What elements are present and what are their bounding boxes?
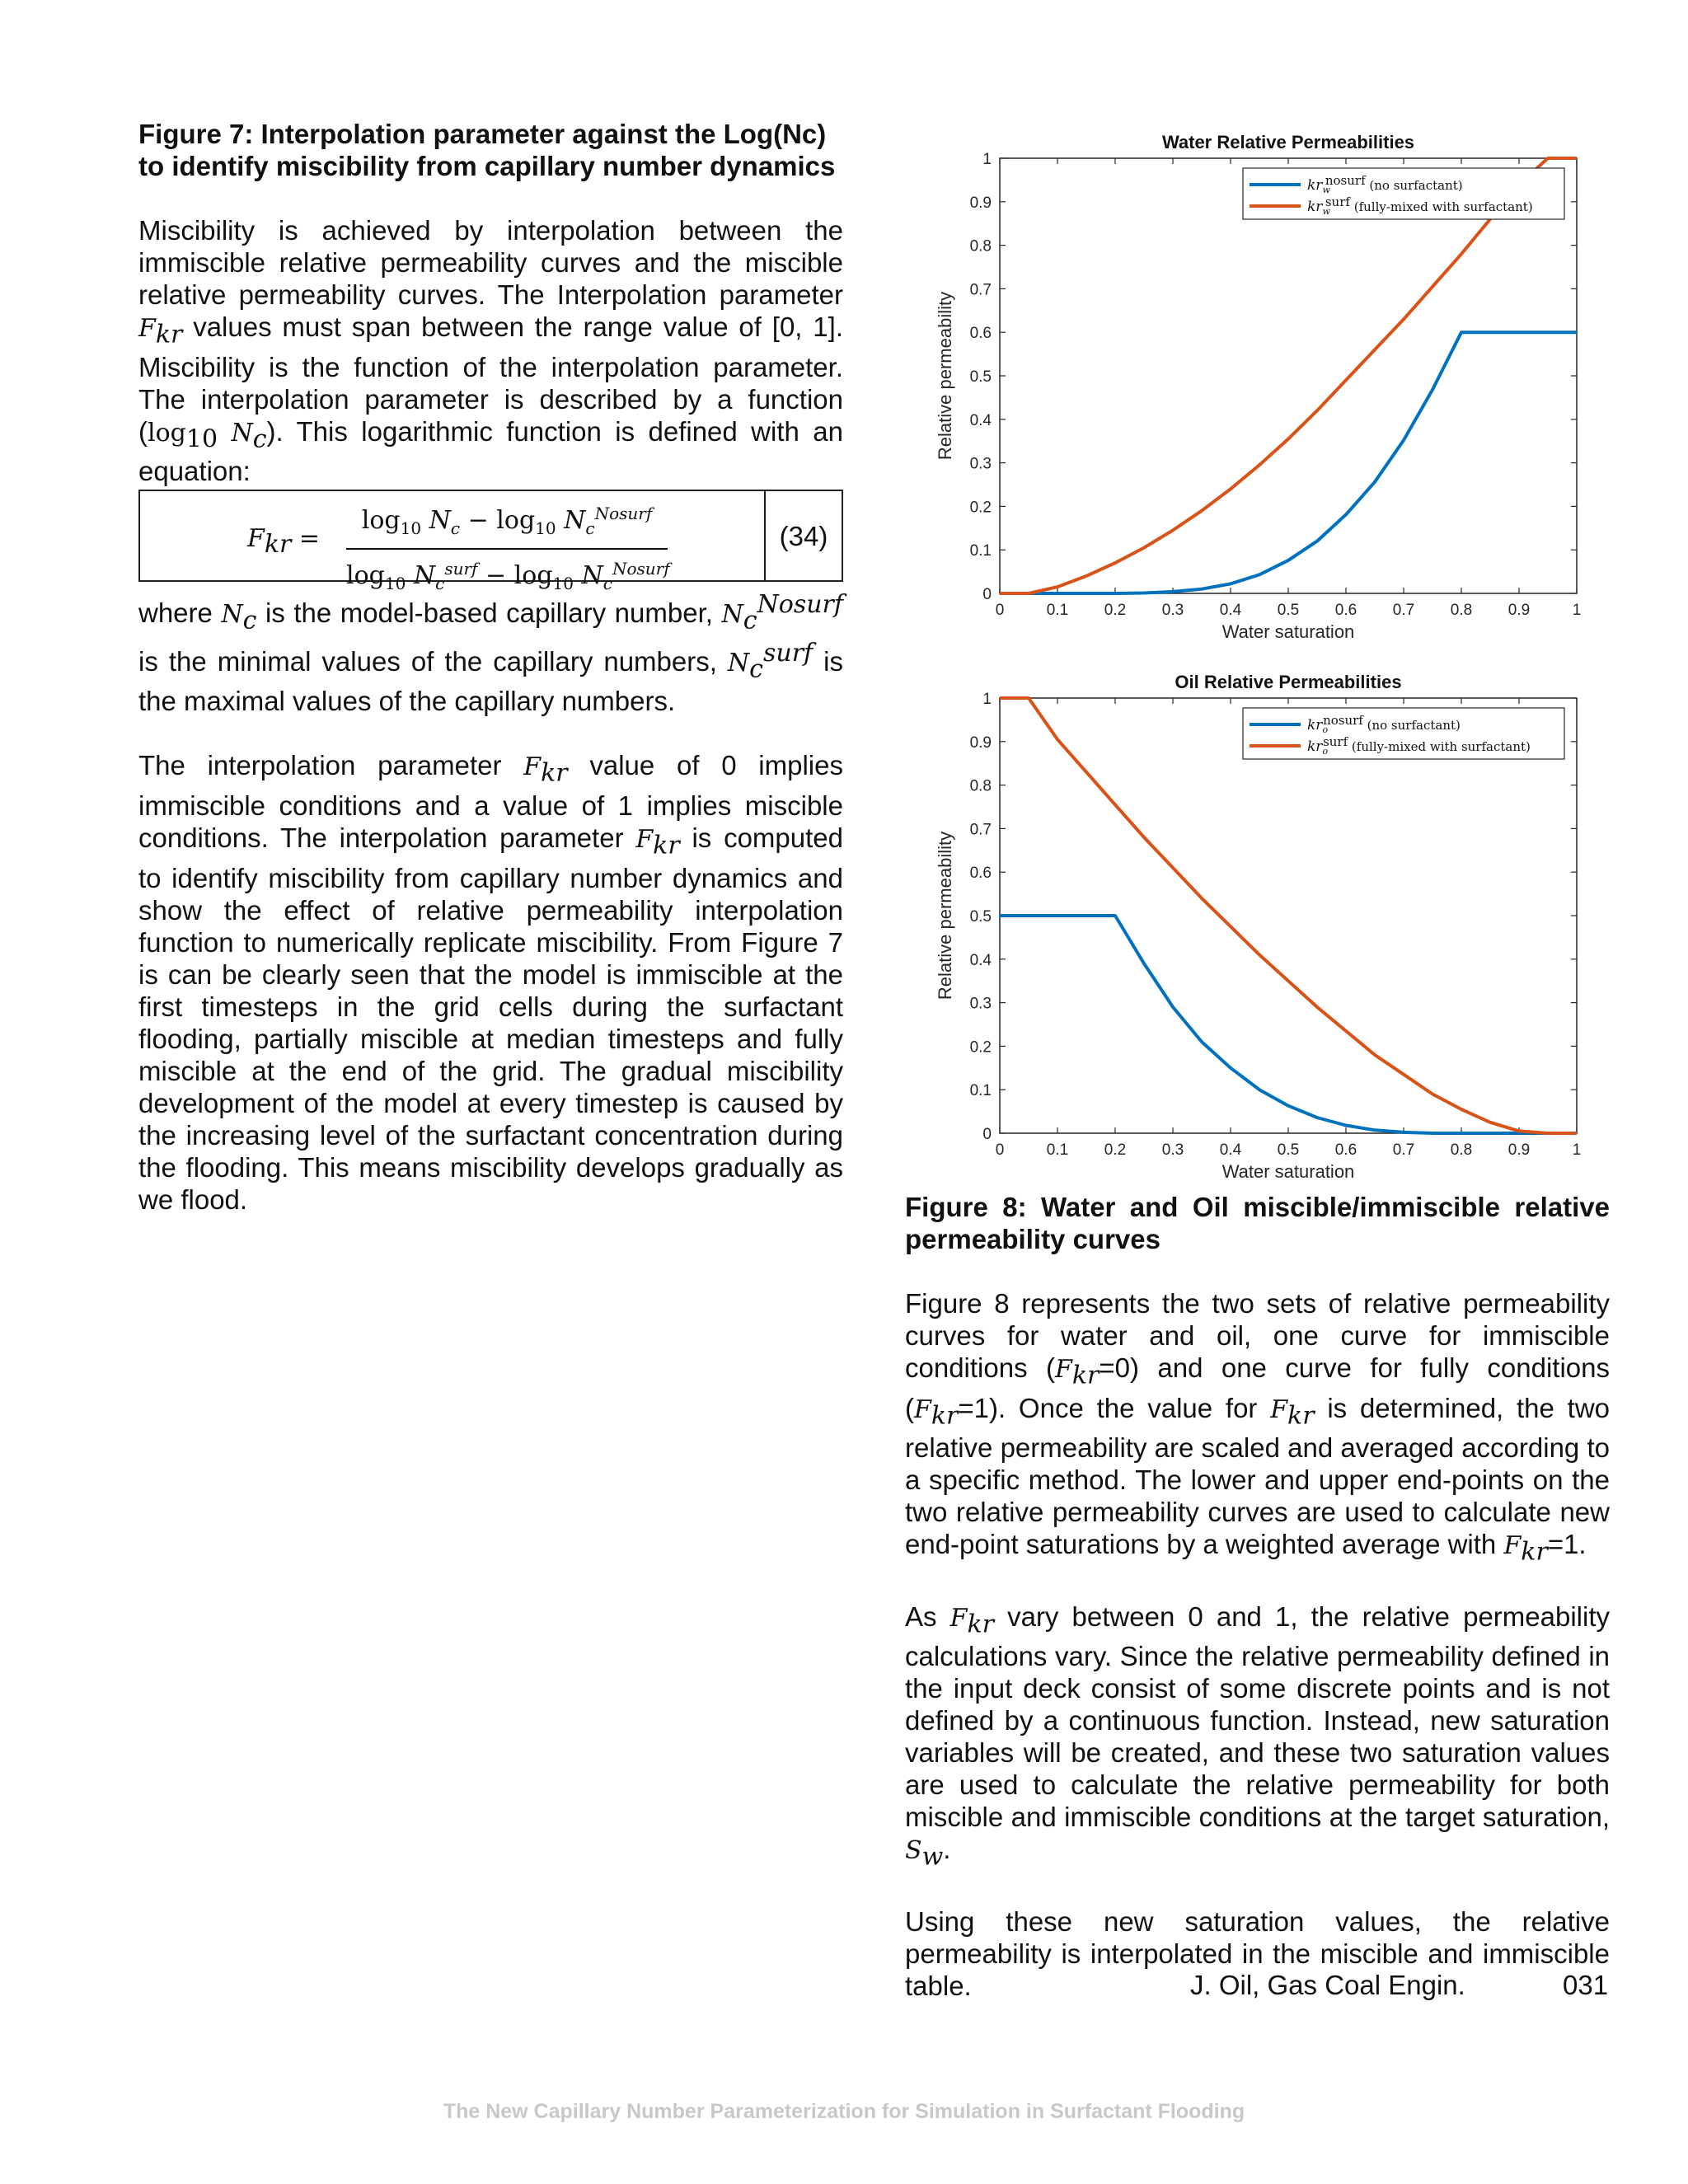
oil-ytick-label: 0.7 [969,821,992,839]
water-ytick-label: 0.1 [969,542,992,560]
oil-xtick-label: 0.2 [1104,1141,1127,1159]
journal-name: J. Oil, Gas Coal Engin. [1190,1970,1465,2000]
paragraph-miscibility: Miscibility is achieved by interpolation between the immiscible relative permeability curves and the miscible relative permeability curves. The Interpolation parameter $F_{kr}$ values must span between the range value of [0, 1]. Miscibility is the function of the interpolation parameter. The interpolation parameter is described by a function ($\log_{10}$ $N_c$). This logarithmic function is defined with an equation: [138,215,843,487]
water-xtick-label: 0.7 [1392,602,1415,619]
oil-xtick-label: 0.5 [1277,1141,1300,1159]
oil-ytick-label: 0.1 [969,1082,992,1100]
oil-ytick-label: 0.8 [969,777,992,795]
water-xtick-label: 0.8 [1450,602,1473,619]
oil-ytick-label: 0.9 [969,733,992,752]
oil-ytick-label: 1 [982,691,992,708]
figure-8-caption: Figure 8: Water and Oil miscible/immiscible relative permeability curves [905,1192,1610,1254]
water-ytick-label: 1 [982,151,992,168]
equation-denominator: $\log_{10} N_c^{surf} - \log_{10} N_c^{Nosurf}$ [346,559,670,594]
right-column [905,1191,1610,2002]
oil-xtick-label: 0.7 [1392,1141,1415,1159]
oil-y-axis-label: Relative permeability [935,831,955,1001]
oil-relperm-chart [931,663,1591,1191]
water-xtick-label: 0.5 [1277,602,1300,619]
equation-34: $F_{kr}$ = $\log_{10} N_c - \log_{10} N_c^{Nosurf}$ $\log_{10} N_c^{surf} - \log_{10} N_c^{Nosurf}$ (34) [138,490,843,582]
water-ytick-label: 0 [982,586,992,603]
water-legend-label-surf: $kr_wsurf$ (fully-mixed with surfactant) [1307,194,1533,217]
water-xtick-label: 0.1 [1046,602,1069,619]
water-ytick-label: 0.5 [969,368,992,386]
equation-fraction [346,498,668,600]
water-xtick-label: 0.4 [1219,602,1242,619]
water-chart-title: Water Relative Permeabilities [1161,132,1415,152]
oil-ytick-label: 0.5 [969,908,992,926]
left-column [138,118,843,1216]
water-xtick-label: 0.3 [1161,602,1184,619]
oil-xtick-label: 1 [1572,1141,1582,1159]
water-ytick-label: 0.6 [969,325,992,343]
water-ytick-label: 0.4 [969,411,992,429]
water-x-axis-label: Water saturation [1221,621,1355,642]
water-legend-label-nosurf: $kr_wnosurf$ (no surfactant) [1307,173,1463,195]
paragraph-interpolation: The interpolation parameter $F_{kr}$ value of 0 implies immiscible conditions and a value of 1 implies miscible conditions. The interpolation parameter $F_{kr}$ is computed to identify miscibility from capillary number dynamics and show the effect of relative permeability interpolation function to numerically replicate miscibility. From Figure 7 is can be clearly seen that the model is immiscible at the first timesteps in the grid cells during the surfactant flooding, partially miscible at median timesteps and fully miscible at the end of the grid. The gradual miscibility development of the model at every timestep is caused by the increasing level of the surfactant concentration during the flooding. This means miscibility develops gradually as we flood. [138,750,843,1215]
water-ytick-label: 0.2 [969,499,992,517]
oil-ytick-label: 0.2 [969,1038,992,1057]
water-ytick-label: 0.3 [969,455,992,473]
oil-ytick-label: 0.3 [969,995,992,1013]
oil-xtick-label: 0.6 [1334,1141,1357,1159]
figure-7-title: Figure 7: Interpolation parameter against the Log(Nc) to identify miscibility from capillary number dynamics [138,119,836,181]
oil-ytick-label: 0.4 [969,951,992,969]
oil-legend-label-nosurf: $kr_onosurf$ (no surfactant) [1307,713,1461,735]
oil-xtick-label: 0.4 [1219,1141,1242,1159]
running-footer: The New Capillary Number Parameterization for Simulation in Surfactant Flooding [443,2100,1245,2123]
oil-x-axis-label: Water saturation [1221,1161,1355,1182]
water-xtick-label: 0.2 [1104,602,1127,619]
paragraph-figure8: Figure 8 represents the two sets of relative permeability curves for water and oil, one curve for immiscible conditions $(F_{kr}=0)$ and one curve for fully conditions $(F_{kr}=1)$. Once the value for $F_{kr}$ is determined, the two relative permeability are scaled and averaged according to a specific method. The lower and upper end-points on the two relative permeability curves are used to calculate new end-point saturations by a weighted average with $F_{kr}=1$. [905,1288,1611,1567]
oil-xtick-label: 0.3 [1161,1141,1184,1159]
water-relperm-chart [931,124,1591,651]
paragraph-new-saturation: Using these new saturation values, the relative permeability is interpolated in the miscible and immiscible table. [905,1905,1610,2001]
oil-legend-label-surf: $kr_osurf$ (fully-mixed with surfactant) [1307,734,1531,757]
page-number: 031 [1563,1970,1609,2000]
equation-number: (34) [764,491,842,580]
water-xtick-label: 0.9 [1507,602,1531,619]
water-xtick-label: 0.6 [1334,602,1357,619]
equation-numerator: $\log_{10} N_c - \log_{10} N_c^{Nosurf}$ [346,498,668,550]
water-y-axis-label: Relative permeability [935,291,955,461]
oil-xtick-label: 0.9 [1507,1141,1531,1159]
water-plot-frame [1000,158,1577,593]
oil-xtick-label: 0.8 [1450,1141,1473,1159]
water-xtick-label: 1 [1572,602,1582,619]
oil-ytick-label: 0 [982,1126,992,1143]
oil-xtick-label: 0.1 [1046,1141,1069,1159]
oil-xtick-label: 0 [995,1141,1005,1159]
oil-ytick-label: 0.6 [969,865,992,883]
water-xtick-label: 0 [995,602,1005,619]
oil-chart-title: Oil Relative Permeabilities [1175,672,1402,692]
paragraph-fkr-vary: As $F_{kr}$ vary between 0 and 1, the relative permeability calculations vary. Since the relative permeability defined in the input deck consist of some discrete points and is not defined by a continuous function. Instead, new saturation variables will be created, and these two saturation values are used to calculate the relative permeability for both miscible and immiscible conditions at the target saturation, $S_w$. [905,1601,1610,1872]
paragraph-where: where $N_c$ is the model-based capillary number, $N_c^{Nosurf}$ is the minimal values of the capillary numbers, $N_c^{surf}$ is the maximal values of the capillary numbers. [138,590,844,717]
water-ytick-label: 0.9 [969,194,992,212]
water-ytick-label: 0.8 [969,237,992,255]
water-ytick-label: 0.7 [969,281,992,299]
